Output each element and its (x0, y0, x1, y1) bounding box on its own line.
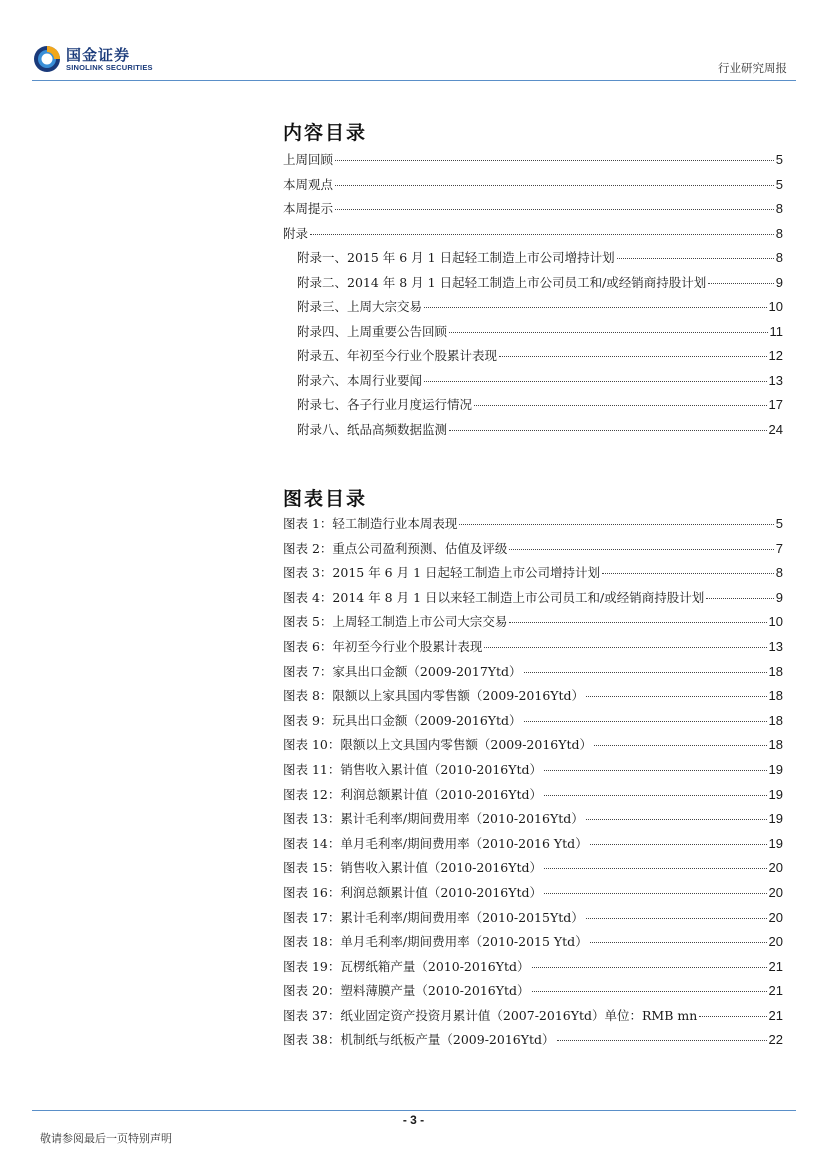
dot-leader (544, 893, 767, 894)
toc-entry-label: 图表 5：上周轻工制造上市公司大宗交易 (283, 614, 508, 630)
toc-entry-page: 21 (768, 1007, 783, 1023)
logo-english-name: SINOLINK SECURITIES (66, 62, 153, 72)
toc-entry-page: 7 (775, 540, 783, 556)
toc-entry[interactable] (283, 834, 783, 859)
toc-entry-page: 18 (768, 663, 783, 679)
toc-entry[interactable] (283, 809, 783, 834)
dot-leader (706, 598, 774, 599)
report-type: 行业研究周报 (718, 61, 787, 75)
toc-entry-page: 21 (768, 983, 783, 999)
dot-leader (459, 524, 773, 525)
toc-entry-page: 20 (768, 884, 783, 900)
toc-entry[interactable] (283, 563, 783, 588)
toc-entry[interactable] (283, 711, 783, 736)
toc-entry-label: 附录四、上周重要公告回顾 (297, 323, 448, 339)
toc-entry-page: 8 (775, 225, 783, 241)
dot-leader (594, 745, 767, 746)
dot-leader (449, 332, 767, 333)
toc-entry[interactable] (283, 785, 783, 810)
toc-entry[interactable] (283, 932, 783, 957)
toc-entry-label: 图表 17：累计毛利率/期间费用率（2010-2015Ytd） (283, 909, 584, 925)
toc-entry[interactable] (283, 199, 783, 224)
toc-entry-page: 8 (775, 201, 783, 216)
toc-entry-label: 图表 9：玩具出口金额（2009-2016Ytd） (283, 712, 522, 728)
toc-list (283, 150, 783, 444)
toc-entry[interactable] (283, 273, 783, 298)
toc-entry-label: 图表 37：纸业固定资产投资月累计值（2007-2016Ytd）单位：RMB mn (283, 1007, 698, 1023)
page-header (0, 0, 827, 82)
toc-entry[interactable] (283, 224, 783, 249)
toc-entry-label: 图表 38：机制纸与纸板产量（2009-2016Ytd） (283, 1032, 555, 1048)
toc-entry[interactable] (283, 686, 783, 711)
toc-entry-label: 图表 15：销售收入累计值（2010-2016Ytd） (283, 860, 543, 876)
toc-entry[interactable] (283, 858, 783, 883)
toc-entry-page: 24 (768, 421, 783, 437)
toc-entry-label: 附录二、2014 年 8 月 1 日起轻工制造上市公司员工和/或经销商持股计划 (297, 274, 707, 290)
dot-leader (544, 795, 767, 796)
dot-leader (544, 770, 767, 771)
disclaimer-note: 敬请参阅最后一页特别声明 (40, 1132, 172, 1145)
toc-entry-page: 5 (775, 516, 783, 531)
dot-leader (424, 307, 767, 308)
toc-entry-label: 附录 (283, 225, 309, 241)
dot-leader (602, 573, 774, 574)
toc-entry[interactable] (283, 760, 783, 785)
toc-entry[interactable] (283, 637, 783, 662)
toc-entry-page: 9 (775, 589, 783, 605)
toc-entry[interactable] (283, 588, 783, 613)
toc-entry-page: 8 (775, 250, 783, 265)
toc-entry-label: 图表 16：利润总额累计值（2010-2016Ytd） (283, 884, 543, 900)
toc-entry-label: 上周回顾 (283, 152, 334, 167)
toc-entry-page: 12 (768, 348, 783, 363)
toc-entry-page: 20 (768, 909, 783, 925)
dot-leader (474, 405, 767, 406)
toc-entry[interactable] (283, 514, 783, 539)
toc-entry-page: 10 (768, 614, 783, 630)
dot-leader (590, 942, 767, 943)
toc-entry-page: 21 (768, 958, 783, 974)
toc-entry-label: 附录一、2015 年 6 月 1 日起轻工制造上市公司增持计划 (297, 250, 615, 265)
toc-entry-label: 图表 13：累计毛利率/期间费用率（2010-2016Ytd） (283, 811, 584, 827)
toc-entry-page: 20 (768, 860, 783, 876)
dot-leader (335, 209, 774, 210)
toc-entry[interactable] (283, 248, 783, 273)
dot-leader (708, 283, 773, 284)
toc-entry-label: 图表 6：年初至今行业个股累计表现 (283, 638, 483, 654)
footer-divider (32, 1110, 796, 1111)
toc-entry-page: 20 (768, 934, 783, 950)
toc-entry[interactable] (283, 662, 783, 687)
dot-leader (544, 868, 767, 869)
header-divider (32, 80, 796, 81)
toc-entry[interactable] (283, 957, 783, 982)
toc-entry-label: 图表 20：塑料薄膜产量（2010-2016Ytd） (283, 983, 530, 999)
toc-entry-label: 本周提示 (283, 201, 334, 216)
toc-entry-page: 13 (768, 372, 783, 388)
dot-leader (586, 918, 767, 919)
toc-entry-label: 图表 2：重点公司盈利预测、估值及评级 (283, 540, 508, 556)
toc-entry[interactable] (283, 175, 783, 200)
logo-icon (32, 44, 62, 74)
toc-entry-label: 附录七、各子行业月度运行情况 (297, 397, 473, 412)
toc-entry-page: 22 (768, 1032, 783, 1048)
dot-leader (424, 381, 767, 382)
toc-entry[interactable] (283, 735, 783, 760)
toc-entry-label: 图表 14：单月毛利率/期间费用率（2010-2016 Ytd） (283, 835, 588, 851)
dot-leader (699, 1016, 766, 1017)
toc-entry-label: 图表 18：单月毛利率/期间费用率（2010-2015 Ytd） (283, 934, 588, 950)
toc-entry[interactable] (283, 883, 783, 908)
toc-entry[interactable] (283, 420, 783, 445)
toc-entry-label: 附录六、本周行业要闻 (297, 372, 423, 388)
toc-title: 内容目录 (283, 122, 368, 144)
toc-entry[interactable] (283, 395, 783, 420)
toc-entry-label: 附录八、纸品高频数据监测 (297, 421, 448, 437)
dot-leader (586, 819, 767, 820)
toc-entry-page: 11 (769, 323, 783, 339)
dot-leader (509, 622, 766, 623)
toc-entry-page: 18 (768, 737, 783, 753)
toc-entry-page: 5 (775, 152, 783, 167)
dot-leader (524, 721, 767, 722)
dot-leader (335, 160, 774, 161)
toc-entry-label: 图表 1：轻工制造行业本周表现 (283, 516, 458, 531)
dot-leader (524, 672, 767, 673)
toc-entry[interactable] (283, 297, 783, 322)
toc-entry-label: 图表 4：2014 年 8 月 1 日以来轻工制造上市公司员工和/或经销商持股计划 (283, 589, 705, 605)
toc-entry[interactable] (283, 908, 783, 933)
dot-leader (617, 258, 774, 259)
toc-entry[interactable] (283, 346, 783, 371)
dot-leader (449, 430, 767, 431)
toc-entry-label: 图表 3：2015 年 6 月 1 日起轻工制造上市公司增持计划 (283, 565, 601, 581)
toc-entry[interactable] (283, 1006, 783, 1031)
figures-list (283, 514, 783, 1055)
dot-leader (335, 185, 774, 186)
toc-entry-page: 19 (768, 761, 783, 777)
toc-entry-label: 图表 12：利润总额累计值（2010-2016Ytd） (283, 786, 543, 802)
dot-leader (586, 696, 766, 697)
figures-title: 图表目录 (283, 488, 368, 510)
dot-leader (484, 647, 766, 648)
page-number: - 3 - (402, 1113, 425, 1127)
toc-entry[interactable] (283, 981, 783, 1006)
dot-leader (310, 234, 774, 235)
toc-entry[interactable] (283, 612, 783, 637)
toc-entry-page: 9 (775, 274, 783, 290)
dot-leader (499, 356, 767, 357)
toc-entry-label: 图表 11：销售收入累计值（2010-2016Ytd） (283, 761, 543, 777)
toc-entry-page: 10 (768, 299, 783, 314)
dot-leader (532, 991, 767, 992)
company-logo (32, 44, 153, 74)
toc-entry[interactable] (283, 539, 783, 564)
toc-entry-page: 18 (768, 712, 783, 728)
toc-entry[interactable] (283, 322, 783, 347)
toc-entry-page: 13 (768, 638, 783, 654)
logo-chinese-name: 国金证券 (66, 45, 131, 64)
toc-entry[interactable] (283, 371, 783, 396)
toc-entry[interactable] (283, 150, 783, 175)
toc-entry-page: 19 (768, 835, 783, 851)
toc-entry-label: 图表 19：瓦楞纸箱产量（2010-2016Ytd） (283, 958, 530, 974)
toc-entry-label: 图表 7：家具出口金额（2009-2017Ytd） (283, 663, 522, 679)
toc-entry-label: 附录五、年初至今行业个股累计表现 (297, 348, 498, 363)
toc-entry-label: 本周观点 (283, 176, 334, 192)
toc-entry-label: 图表 8：限额以上家具国内零售额（2009-2016Ytd） (283, 688, 585, 704)
dot-leader (590, 844, 767, 845)
toc-entry-page: 19 (768, 786, 783, 802)
toc-entry-page: 5 (775, 176, 783, 192)
toc-entry-page: 19 (768, 811, 783, 827)
toc-entry-page: 8 (775, 565, 783, 581)
toc-entry[interactable] (283, 1030, 783, 1055)
dot-leader (532, 967, 767, 968)
dot-leader (557, 1040, 767, 1041)
toc-entry-page: 18 (768, 688, 783, 704)
toc-entry-label: 图表 10：限额以上文具国内零售额（2009-2016Ytd） (283, 737, 593, 753)
toc-entry-page: 17 (768, 397, 783, 412)
dot-leader (509, 549, 773, 550)
toc-entry-label: 附录三、上周大宗交易 (297, 299, 423, 314)
